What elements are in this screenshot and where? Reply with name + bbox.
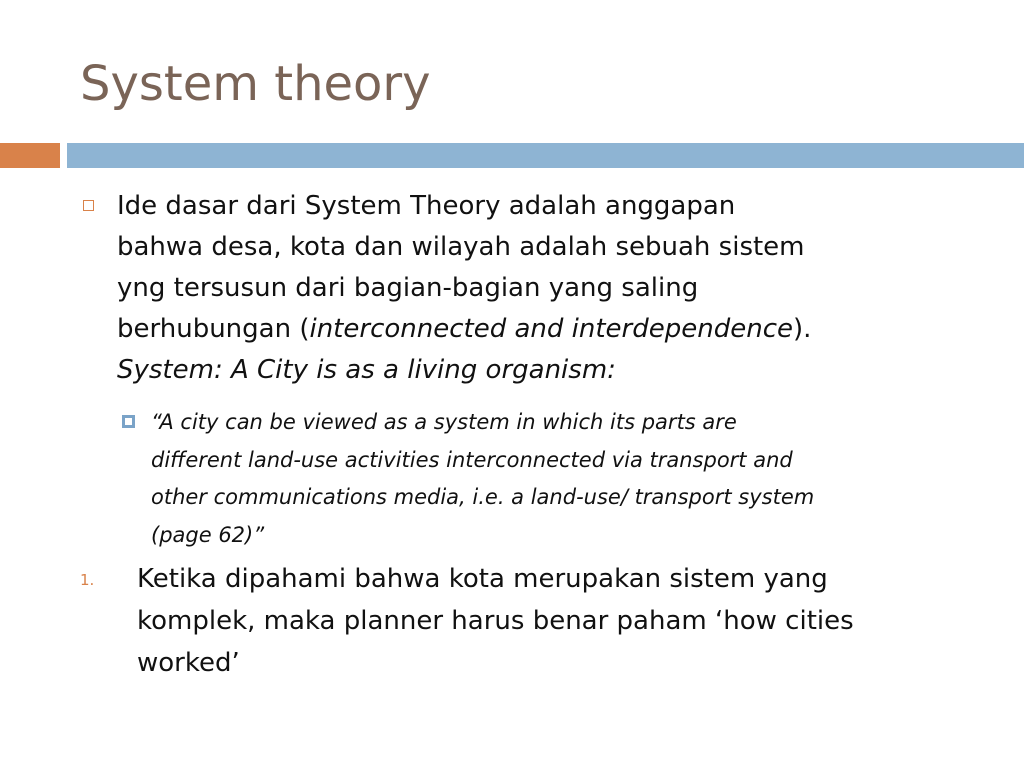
slide-title: System theory [80,56,431,112]
numbered-item-text [137,558,1017,684]
sub-bullet-line-3: other communications media, i.e. a land-use/ transport system [151,485,815,509]
square-bullet-icon [122,415,135,428]
numbered-item-line-2: komplek, maka planner harus benar paham ‘how cities [137,606,854,636]
list-number: 1. [80,571,95,589]
bullet-1-text [117,186,977,391]
sub-bullet-quote [151,404,1001,554]
sub-bullet-line-4: (page 62)” [151,522,265,547]
sub-bullet-line-2: different land-use activities interconnected via transport and [151,447,793,472]
sub-bullet-line-1: “A city can be viewed as a system in which its parts are [151,410,737,434]
bullet-1-line-3: yng tersusun dari bagian-bagian yang saling [117,273,699,303]
bullet-1-line-4-post: ). [793,314,812,344]
accent-bar-orange [0,143,60,168]
bullet-1-line-5 [117,350,977,391]
accent-bar-blue [67,143,1024,168]
bullet-1-line-4-pre: berhubungan ( [117,314,310,344]
bullet-1-line-5-italic: System: A City is as a living organism: [117,355,616,385]
bullet-1-line-1: Ide dasar dari System Theory adalah anggapan [117,191,736,221]
hollow-square-bullet-icon [83,200,94,211]
bullet-1-line-4 [117,309,977,350]
bullet-1-line-2: bahwa desa, kota dan wilayah adalah sebuah sistem [117,232,805,262]
numbered-item-line-1: Ketika dipahami bahwa kota merupakan sistem yang [137,564,828,594]
bullet-1-line-4-italic: interconnected and interdependence [309,314,793,344]
numbered-item-line-3: worked’ [137,648,240,678]
